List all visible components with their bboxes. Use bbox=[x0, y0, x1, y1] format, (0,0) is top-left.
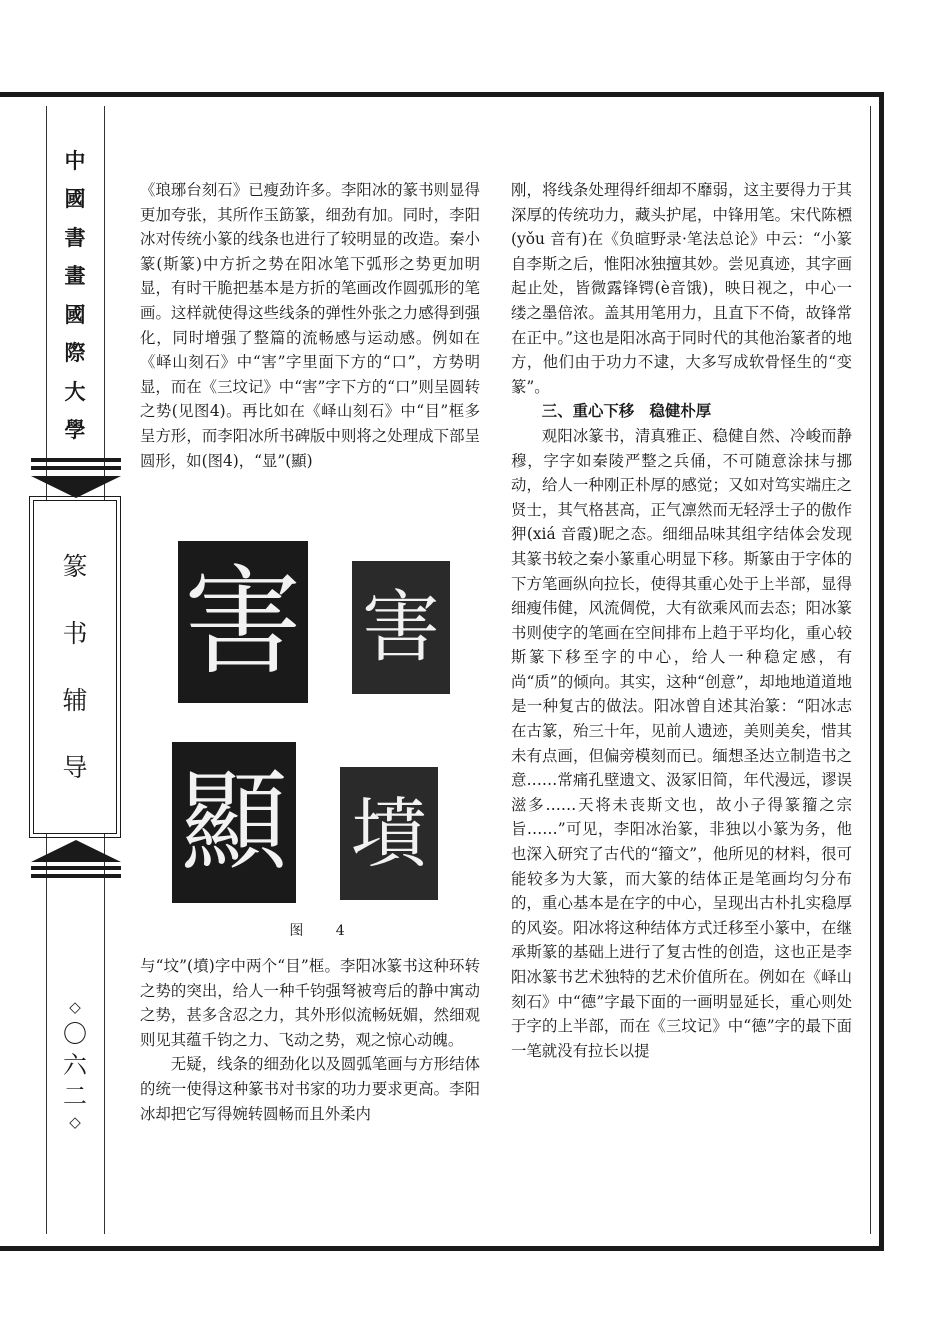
figure-caption: 图 4 bbox=[289, 923, 359, 939]
series-title-char: 畫 bbox=[64, 263, 86, 289]
series-title-char: 大 bbox=[64, 378, 86, 404]
frame-right-border bbox=[879, 92, 884, 1251]
section-title-box bbox=[33, 500, 117, 834]
rubbing-image-fen bbox=[340, 767, 438, 900]
series-title bbox=[55, 150, 95, 440]
frame-inner-rule bbox=[870, 106, 871, 1234]
series-title-char: 際 bbox=[64, 340, 86, 366]
page-number bbox=[55, 1000, 95, 1130]
section-title-char: 书 bbox=[62, 619, 88, 648]
body-paragraph: 无疑，线条的细劲化以及圆弧笔画与方形结体的统一使得这种篆书对书家的功力要求更高。李阳冰却把它写得婉转圆畅而且外柔内 bbox=[140, 1055, 480, 1123]
section-title-char: 篆 bbox=[62, 552, 88, 581]
left-column-bottom bbox=[140, 954, 480, 1126]
series-title-char: 書 bbox=[64, 224, 86, 250]
body-paragraph: 观阳冰篆书，清真雅正、稳健自然、冷峻而静穆，字字如秦陵严整之兵俑，不可随意涂抹与挪动，给人一种刚正朴厚的感觉；又如对笃实端庄之贤士，其气格甚高，正气凛然而无轻浮士子的傲作狎(xiá 音霞)昵之态。细细品味其组字结体会发现其篆书较之秦小篆重心明显下移。斯篆由于字体的下方笔画纵向拉长，使得其重心处于上半部，显得细瘦伟健，风流倜傥，大有欲乘风而去态；阳冰篆书则使字的笔画在空间排布上趋于平均化，重心较斯篆下移至字的中心，给人一种稳定感，有尚“质”的倾向。其实，这种“创意”，却地地道道地是一种复古的做法。阳冰曾自述其治篆：“阳冰志在古篆，殆三十年，见前人遗迹，美则美矣，惜其未有点画，但偏旁模刻而已。缅想圣达立制造书之意……常痛孔壁遗文、汲冢旧简，年代漫远，谬误滋多……天将未丧斯文也，故小子得篆籀之宗旨……”可见，李阳冰治篆，非独以小篆为务，他也深入研究了古代的“籀文”，他所见的材料，很可能较多为大篆，而大篆的结体正是笔画均匀分布的，重心基本是在字的中心，呈现出古朴扎实稳厚的风姿。阳冰将这种结体方式迁移至小篆中，在继承斯篆的基础上进行了复古性的创造，这也正是李阳冰篆书艺术独特的艺术价值所在。例如在《峄山刻石》中“德”字最下面的一画明显延长，重心则处于字的上半部，而在《三坟记》中“德”字的最下面一笔就没有拉长以提 bbox=[511, 426, 852, 1060]
diamond-icon: ◇ bbox=[69, 998, 81, 1016]
section-title-char: 辅 bbox=[62, 686, 88, 715]
section-title-panel bbox=[17, 458, 135, 878]
panel-triangle-ornament bbox=[31, 840, 121, 862]
series-title-char: 國 bbox=[64, 186, 86, 212]
diamond-icon: ◇ bbox=[69, 1113, 81, 1131]
frame-top-border bbox=[0, 92, 884, 97]
section-title-char: 导 bbox=[62, 753, 88, 782]
body-paragraph: 《琅琊台刻石》已瘦劲许多。李阳冰的篆书则显得更加夸张，其所作玉筯篆，细劲有加。同时，李阳冰对传统小篆的线条也进行了较明显的改造。秦小篆(斯篆)中方折之势在阳冰笔下弧形之势更加明显，有时干脆把基本是方折的笔画改作圆弧形的笔画。这样就使得这些线条的弹性外张之力感得到强化，同时增强了整篇的流畅感与运动感。例如在《峄山刻石》中“害”字里面下方的“口”，方势明显，而在《三坟记》中“害”字下方的“口”则呈圆转之势(见图4)。再比如在《峄山刻石》中“目”框多呈方形，而李阳冰所书碑版中则将之处理成下部呈圆形，如(图4)，“显”(顯) bbox=[140, 181, 480, 470]
series-title-char: 學 bbox=[64, 416, 86, 442]
panel-bar bbox=[31, 866, 121, 870]
rubbing-image-hai-yishan bbox=[178, 541, 308, 703]
page-number-char: 〇 bbox=[63, 1020, 87, 1048]
rubbing-character: 墳 bbox=[351, 788, 427, 878]
panel-triangle-ornament bbox=[31, 476, 121, 498]
rubbing-image-xian bbox=[172, 742, 296, 903]
frame-bottom-border bbox=[0, 1246, 884, 1251]
series-title-char: 中 bbox=[64, 148, 86, 173]
right-column bbox=[511, 178, 852, 1063]
section-heading: 三、重心下移 稳健朴厚 bbox=[541, 402, 712, 421]
panel-bar bbox=[31, 466, 121, 470]
body-paragraph: 与“坟”(墳)字中两个“目”框。李阳冰篆书这种环转之势的突出，给人一种千钧强弩被弯后的静中寓动之势，甚多含忍之力，其外形似流畅妩媚，然细观则见其蕴千钧之力、飞动之势，观之惊心动魄。 bbox=[140, 957, 480, 1049]
panel-bar bbox=[31, 874, 121, 878]
page-number-char: 六 bbox=[63, 1051, 87, 1079]
left-column-top bbox=[140, 178, 480, 473]
body-paragraph: 刚，将线条处理得纤细却不靡弱，这主要得力于其深厚的传统功力，藏头护尾，中锋用笔。宋代陈槱(yǒu 音有)在《负暄野录·笔法总论》中云：“小篆自李斯之后，惟阳冰独擅其妙。尝见真迹，其字画起止处，皆微露锋锷(è音饿)，映日视之，中心一缕之墨倍浓。盖其用笔用力，且直下不倚，故锋常在正中。”这也是阳冰高于同时代的其他治篆者的地方，他们由于功力不逮，大多写成软骨怪生的“变篆”。 bbox=[511, 181, 852, 396]
series-title-char: 國 bbox=[64, 301, 86, 327]
rubbing-character: 害 bbox=[361, 582, 440, 673]
rubbing-image-hai-sanfen bbox=[352, 561, 450, 694]
rubbing-character: 顯 bbox=[179, 759, 288, 885]
panel-bar bbox=[31, 458, 121, 462]
page-number-char: 二 bbox=[63, 1082, 87, 1110]
rubbing-character: 害 bbox=[183, 553, 302, 691]
